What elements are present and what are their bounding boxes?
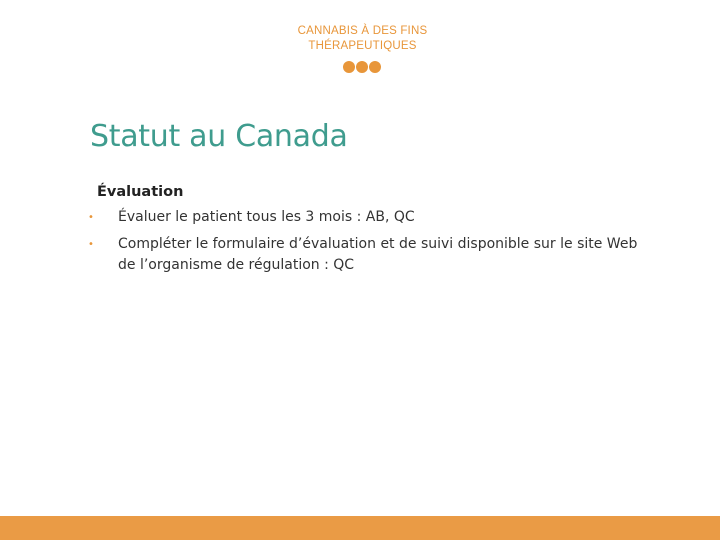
bullet-item — [88, 234, 648, 276]
bottom-accent-bar — [0, 516, 720, 540]
section-heading: Évaluation — [97, 184, 184, 200]
dot-icon — [356, 61, 368, 73]
bullet-list — [88, 207, 648, 282]
slide-title: Statut au Canada — [90, 119, 348, 154]
bullet-icon: • — [88, 239, 94, 250]
dot-icon — [369, 61, 381, 73]
bullet-icon: • — [88, 212, 94, 223]
course-title — [0, 24, 720, 54]
course-title-line-1: CANNABIS À DES FINS — [297, 25, 428, 37]
dot-icon — [343, 61, 355, 73]
course-title-line-2: THÉRAPEUTIQUES — [308, 40, 417, 52]
bullet-text: Compléter le formulaire d’évaluation et de suivi disponible sur le site Web de l’organisme de régulation : QC — [118, 236, 638, 273]
bullet-text: Évaluer le patient tous les 3 mois : AB, QC — [118, 209, 415, 225]
three-dots-ornament — [343, 60, 383, 74]
bullet-item — [88, 207, 648, 228]
